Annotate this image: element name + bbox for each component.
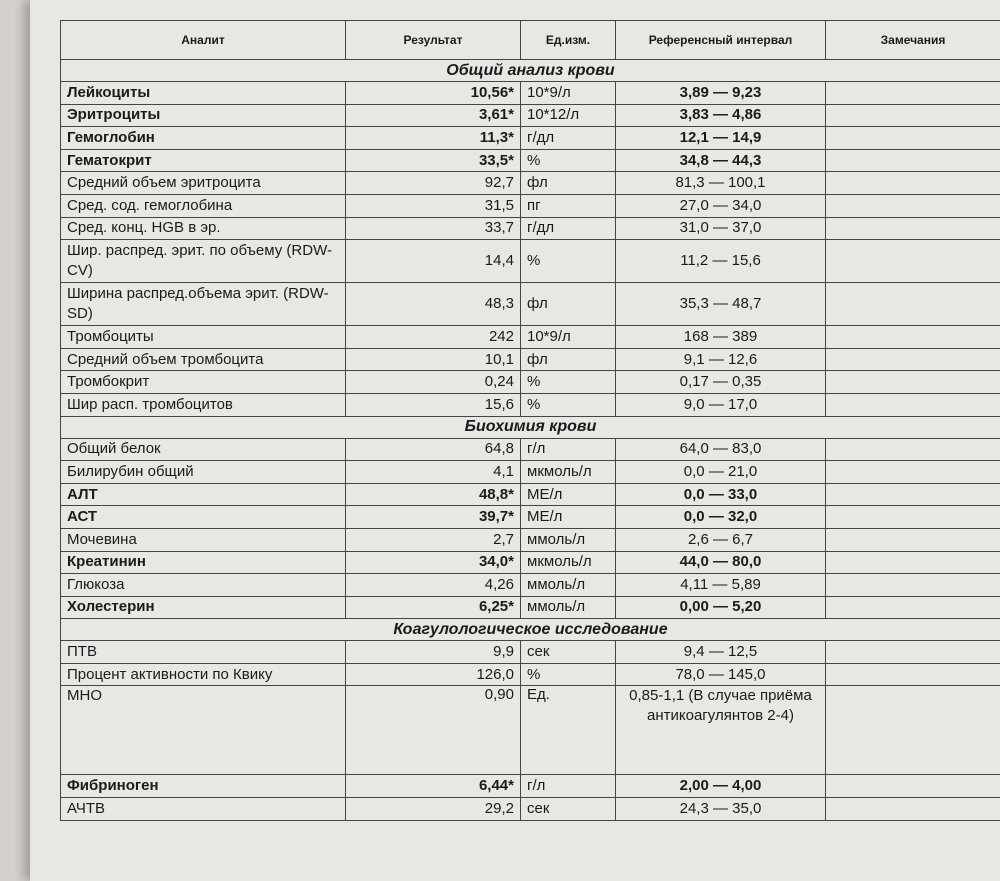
result-value: 48,3 <box>346 283 521 326</box>
unit-value: г/дл <box>521 127 616 150</box>
unit-value: г/дл <box>521 217 616 240</box>
section-header-row <box>61 619 1000 641</box>
analyte-name: Шир расп. тромбоцитов <box>61 393 346 416</box>
unit-value: ммоль/л <box>521 574 616 597</box>
reference-interval: 27,0 — 34,0 <box>616 194 826 217</box>
notes-cell <box>826 172 1000 195</box>
reference-interval: 0,85-1,1 (В случае приёма антикоагулянтов 2-4) <box>616 686 826 775</box>
reference-interval: 168 — 389 <box>616 326 826 349</box>
result-value: 31,5 <box>346 194 521 217</box>
analyte-name: Креатинин <box>61 551 346 574</box>
result-value: 4,1 <box>346 461 521 484</box>
analyte-name: Сред. конц. HGB в эр. <box>61 217 346 240</box>
unit-value: % <box>521 393 616 416</box>
notes-cell <box>826 528 1000 551</box>
unit-value: фл <box>521 172 616 195</box>
result-value: 0,24 <box>346 371 521 394</box>
unit-value: 10*9/л <box>521 82 616 105</box>
unit-value: сек <box>521 798 616 821</box>
result-value: 15,6 <box>346 393 521 416</box>
reference-interval: 3,89 — 9,23 <box>616 82 826 105</box>
table-row <box>61 82 1000 105</box>
section-header-row <box>61 416 1000 438</box>
reference-interval: 35,3 — 48,7 <box>616 283 826 326</box>
result-value: 9,9 <box>346 641 521 664</box>
reference-interval: 64,0 — 83,0 <box>616 438 826 461</box>
notes-cell <box>826 798 1000 821</box>
result-value: 33,7 <box>346 217 521 240</box>
notes-cell <box>826 393 1000 416</box>
notes-cell <box>826 663 1000 686</box>
analyte-name: Гематокрит <box>61 149 346 172</box>
notes-cell <box>826 217 1000 240</box>
notes-cell <box>826 461 1000 484</box>
notes-cell <box>826 326 1000 349</box>
reference-interval: 31,0 — 37,0 <box>616 217 826 240</box>
table-row <box>61 686 1000 775</box>
result-value: 0,90 <box>346 686 521 775</box>
notes-cell <box>826 775 1000 798</box>
section-header-row <box>61 60 1000 82</box>
result-value: 10,56* <box>346 82 521 105</box>
table-row <box>61 551 1000 574</box>
notes-cell <box>826 596 1000 619</box>
lab-results-table <box>60 20 1000 821</box>
reference-interval: 12,1 — 14,9 <box>616 127 826 150</box>
analyte-name: Фибриноген <box>61 775 346 798</box>
unit-value: г/л <box>521 438 616 461</box>
table-row <box>61 461 1000 484</box>
result-value: 64,8 <box>346 438 521 461</box>
unit-value: Ед. <box>521 686 616 775</box>
table-row <box>61 194 1000 217</box>
reference-interval: 24,3 — 35,0 <box>616 798 826 821</box>
table-row <box>61 348 1000 371</box>
table-header-row <box>61 21 1000 60</box>
reference-interval: 0,0 — 21,0 <box>616 461 826 484</box>
analyte-name: Сред. сод. гемоглобина <box>61 194 346 217</box>
analyte-name: Процент активности по Квику <box>61 663 346 686</box>
reference-interval: 81,3 — 100,1 <box>616 172 826 195</box>
notes-cell <box>826 127 1000 150</box>
section-title: Биохимия крови <box>61 416 1000 438</box>
unit-value: 10*12/л <box>521 104 616 127</box>
unit-value: сек <box>521 641 616 664</box>
table-row <box>61 217 1000 240</box>
table-row <box>61 506 1000 529</box>
notes-cell <box>826 438 1000 461</box>
reference-interval: 3,83 — 4,86 <box>616 104 826 127</box>
result-value: 92,7 <box>346 172 521 195</box>
analyte-name: Тромбокрит <box>61 371 346 394</box>
result-value: 6,44* <box>346 775 521 798</box>
result-value: 11,3* <box>346 127 521 150</box>
analyte-name: Ширина распред.объема эрит. (RDW-SD) <box>61 283 346 326</box>
notes-cell <box>826 194 1000 217</box>
notes-cell <box>826 348 1000 371</box>
analyte-name: ПТВ <box>61 641 346 664</box>
header-result: Результат <box>346 21 521 60</box>
analyte-name: Эритроциты <box>61 104 346 127</box>
notes-cell <box>826 641 1000 664</box>
analyte-name: Гемоглобин <box>61 127 346 150</box>
notes-cell <box>826 82 1000 105</box>
result-value: 34,0* <box>346 551 521 574</box>
notes-cell <box>826 283 1000 326</box>
result-value: 242 <box>346 326 521 349</box>
table-row <box>61 149 1000 172</box>
unit-value: МЕ/л <box>521 506 616 529</box>
section-title: Общий анализ крови <box>61 60 1000 82</box>
table-row <box>61 127 1000 150</box>
reference-interval: 78,0 — 145,0 <box>616 663 826 686</box>
result-value: 4,26 <box>346 574 521 597</box>
table-row <box>61 596 1000 619</box>
notes-cell <box>826 483 1000 506</box>
table-row <box>61 775 1000 798</box>
table-row <box>61 172 1000 195</box>
table-row <box>61 528 1000 551</box>
result-value: 14,4 <box>346 240 521 283</box>
notes-cell <box>826 240 1000 283</box>
table-row <box>61 438 1000 461</box>
notes-cell <box>826 574 1000 597</box>
reference-interval: 9,1 — 12,6 <box>616 348 826 371</box>
header-analyte: Аналит <box>61 21 346 60</box>
analyte-name: Тромбоциты <box>61 326 346 349</box>
analyte-name: Общий белок <box>61 438 346 461</box>
result-value: 10,1 <box>346 348 521 371</box>
result-value: 33,5* <box>346 149 521 172</box>
unit-value: МЕ/л <box>521 483 616 506</box>
reference-interval: 0,0 — 33,0 <box>616 483 826 506</box>
analyte-name: Шир. распред. эрит. по объему (RDW-CV) <box>61 240 346 283</box>
unit-value: ммоль/л <box>521 528 616 551</box>
table-row <box>61 798 1000 821</box>
reference-interval: 0,17 — 0,35 <box>616 371 826 394</box>
result-value: 29,2 <box>346 798 521 821</box>
reference-interval: 0,0 — 32,0 <box>616 506 826 529</box>
unit-value: % <box>521 149 616 172</box>
unit-value: г/л <box>521 775 616 798</box>
notes-cell <box>826 686 1000 775</box>
reference-interval: 2,6 — 6,7 <box>616 528 826 551</box>
table-row <box>61 371 1000 394</box>
table-row <box>61 483 1000 506</box>
reference-interval: 0,00 — 5,20 <box>616 596 826 619</box>
unit-value: мкмоль/л <box>521 551 616 574</box>
table-row <box>61 240 1000 283</box>
notes-cell <box>826 506 1000 529</box>
header-reference: Референсный интервал <box>616 21 826 60</box>
reference-interval: 44,0 — 80,0 <box>616 551 826 574</box>
notes-cell <box>826 149 1000 172</box>
reference-interval: 34,8 — 44,3 <box>616 149 826 172</box>
unit-value: пг <box>521 194 616 217</box>
unit-value: 10*9/л <box>521 326 616 349</box>
header-unit: Ед.изм. <box>521 21 616 60</box>
unit-value: фл <box>521 348 616 371</box>
table-row <box>61 283 1000 326</box>
analyte-name: Билирубин общий <box>61 461 346 484</box>
table-row <box>61 663 1000 686</box>
reference-interval: 2,00 — 4,00 <box>616 775 826 798</box>
reference-interval: 9,4 — 12,5 <box>616 641 826 664</box>
notes-cell <box>826 371 1000 394</box>
unit-value: ммоль/л <box>521 596 616 619</box>
notes-cell <box>826 551 1000 574</box>
result-value: 2,7 <box>346 528 521 551</box>
table-row <box>61 641 1000 664</box>
table-body <box>61 60 1000 821</box>
unit-value: фл <box>521 283 616 326</box>
table-row <box>61 574 1000 597</box>
lab-report-page <box>30 0 1000 881</box>
analyte-name: АЛТ <box>61 483 346 506</box>
reference-interval: 11,2 — 15,6 <box>616 240 826 283</box>
analyte-name: МНО <box>61 686 346 775</box>
analyte-name: АЧТВ <box>61 798 346 821</box>
table-row <box>61 104 1000 127</box>
unit-value: % <box>521 240 616 283</box>
table-row <box>61 326 1000 349</box>
analyte-name: Глюкоза <box>61 574 346 597</box>
analyte-name: Мочевина <box>61 528 346 551</box>
notes-cell <box>826 104 1000 127</box>
header-notes: Замечания <box>826 21 1000 60</box>
unit-value: % <box>521 663 616 686</box>
result-value: 39,7* <box>346 506 521 529</box>
result-value: 48,8* <box>346 483 521 506</box>
result-value: 126,0 <box>346 663 521 686</box>
section-title: Коагулологическое исследование <box>61 619 1000 641</box>
unit-value: мкмоль/л <box>521 461 616 484</box>
analyte-name: Средний объем тромбоцита <box>61 348 346 371</box>
result-value: 6,25* <box>346 596 521 619</box>
analyte-name: АСТ <box>61 506 346 529</box>
result-value: 3,61* <box>346 104 521 127</box>
analyte-name: Лейкоциты <box>61 82 346 105</box>
unit-value: % <box>521 371 616 394</box>
analyte-name: Холестерин <box>61 596 346 619</box>
reference-interval: 4,11 — 5,89 <box>616 574 826 597</box>
reference-interval: 9,0 — 17,0 <box>616 393 826 416</box>
analyte-name: Средний объем эритроцита <box>61 172 346 195</box>
table-row <box>61 393 1000 416</box>
